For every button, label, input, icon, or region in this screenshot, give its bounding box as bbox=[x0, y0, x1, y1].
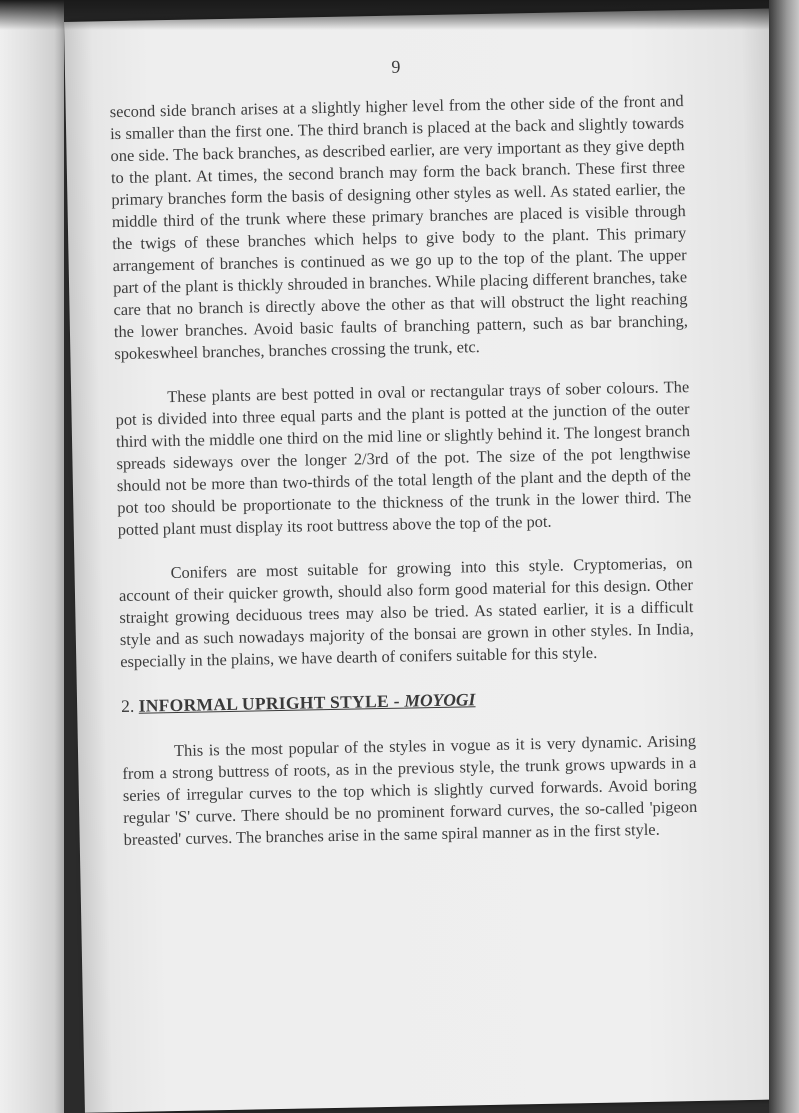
section-number: 2. bbox=[120, 695, 135, 717]
paragraph-branches: second side branch arises at a slightly higher level from the other side of the front and is smaller than the first one. The third branch is placed at the back and slightly towards one side. The back branches, as described earlier, are very important as they give depth to the plant. At times, the second branch may form the back branch. These first three primary branches form the basis of designing other styles as well. As stated earlier, the middle third of the trunk where these primary branches are placed is visible through the twigs of these branches which helps to give body to the plant. This primary arrangement of branches is continued as we go up to the top of the plant. The upper part of the plant is thickly shrouded in branches. While placing different branches, take care that no branch is directly above the other as that will obstruct the light reaching the lower branches. Avoid basic faults of branching pattern, such as bar branching, spokeswheel branches, branches crossing the trunk, etc. bbox=[109, 91, 689, 364]
scan-top-shadow bbox=[0, 0, 799, 30]
section-title: INFORMAL UPRIGHT STYLE - bbox=[138, 690, 405, 716]
paragraph-potting: These plants are best potted in oval or rectangular trays of sober colours. The pot is divided into three equal parts and the plant is potted at the junction of the outer third with the middle one third on the mid line or slightly behind it. The longest branch spreads sideways over the longer 2/3rd of the pot. The size of the pot lengthwise should not be more than two-thirds of the total length of the plant and the depth of the pot too should be proportionate to the thickness of the trunk in the lower third. The potted plant must display its root buttress above the top of the pot. bbox=[115, 377, 692, 540]
paragraph-informal-upright: This is the most popular of the styles in vogue as it is very dynamic. Arising from a strong buttress of roots, as in the previous style, the trunk grows upwards in a series of irregular curves to the top which is slightly curved forwards. Avoid boring regular 'S' curve. There should be no prominent forward curves, the so-called 'pigeon breasted' curves. The branches arise in the same spiral manner as in the first style. bbox=[122, 731, 698, 850]
facing-page-edge bbox=[0, 0, 64, 1113]
page-text bbox=[109, 50, 698, 873]
section-heading bbox=[121, 684, 695, 717]
section-japanese-name: MOYOGI bbox=[404, 689, 476, 711]
book-page bbox=[64, 8, 790, 1112]
paragraph-conifers: Conifers are most suitable for growing into this style. Cryptomerias, on account of their quicker growth, should also form good material for this design. Other straight growing deciduous trees may also be tried. As stated earlier, it is a difficult style and as such nowadays majority of the bonsai are grown in other styles. In India, especially in the plains, we have dearth of conifers suitable for this style. bbox=[118, 553, 694, 672]
page-right-edge bbox=[769, 0, 799, 1113]
page-number: 9 bbox=[391, 56, 401, 77]
